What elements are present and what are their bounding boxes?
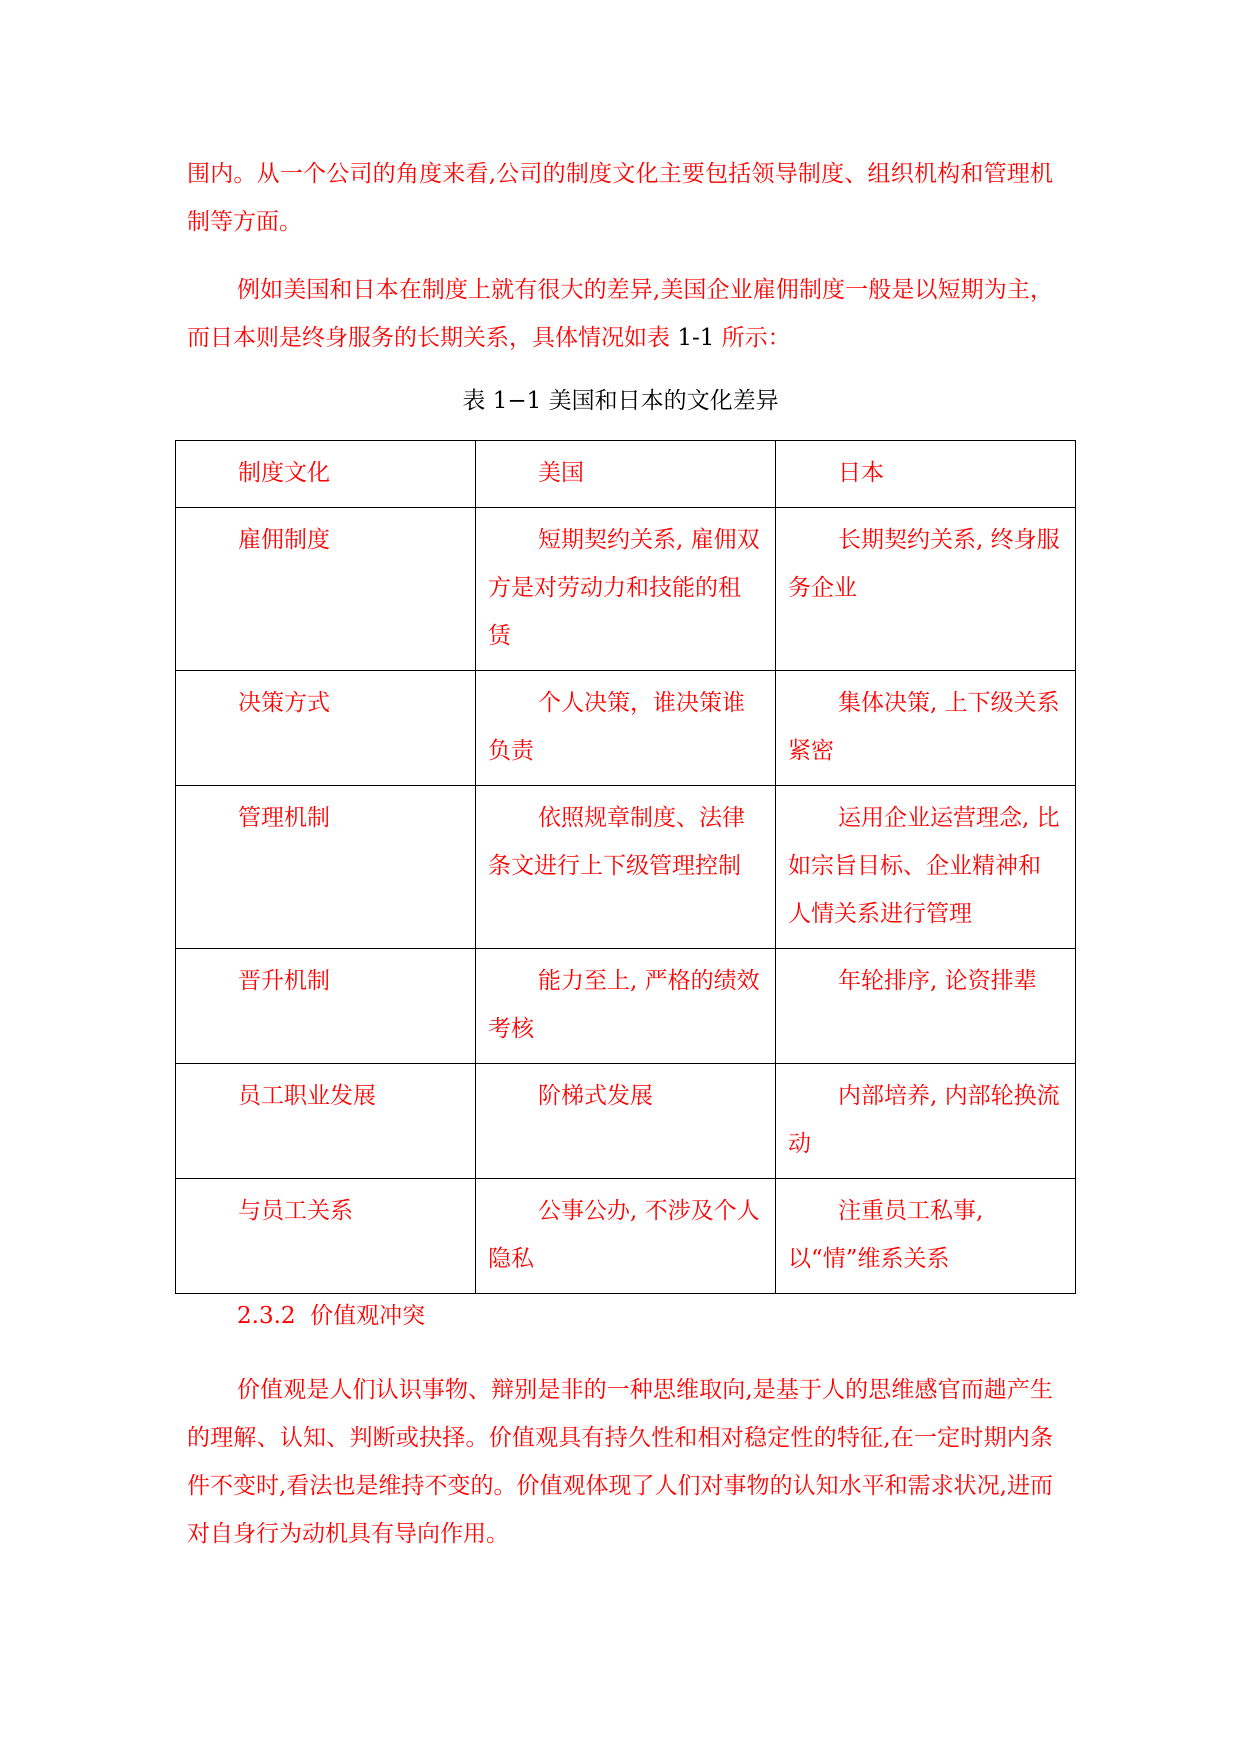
table-row [176,949,1076,1064]
table-cell: 个人决策，谁决策谁负责 [476,671,776,786]
table-cell: 晋升机制 [176,949,476,1064]
header-cell: 日本 [776,441,1076,508]
header-cell: 美国 [476,441,776,508]
table-cell: 集体决策, 上下级关系紧密 [776,671,1076,786]
table-cell: 雇佣制度 [176,508,476,671]
table-reference: 1-1 [677,325,715,351]
section-title: 价值观冲突 [310,1303,426,1329]
table-cell: 员工职业发展 [176,1064,476,1179]
table-cell: 决策方式 [176,671,476,786]
table-cell: 年轮排序, 论资排辈 [776,949,1076,1064]
section-heading [237,1296,425,1336]
table-cell: 短期契约关系, 雇佣双方是对劳动力和技能的租赁 [476,508,776,671]
table-cell: 与员工关系 [176,1179,476,1294]
example-text-part-2: 所示： [714,325,791,351]
table-row [176,1064,1076,1179]
table-caption: 表 1−1 美国和日本的文化差异 [462,388,779,414]
example-paragraph [187,266,1053,362]
table-cell: 公事公办, 不涉及个人隐私 [476,1179,776,1294]
table-cell: 运用企业运营理念, 比如宗旨目标、企业精神和人情关系进行管理 [776,786,1076,949]
table-cell: 阶梯式发展 [476,1064,776,1179]
table-row [176,786,1076,949]
table-cell: 依照规章制度、法律条文进行上下级管理控制 [476,786,776,949]
example-text-part-1: 例如美国和日本在制度上就有很大的差异,美国企业雇佣制度一般是以短期为主，而日本则是终身服务的长期关系，具体情况如表 [187,277,1053,351]
intro-paragraph: 围内。从一个公司的角度来看,公司的制度文化主要包括领导制度、组织机构和管理机制等方面。 [187,161,1053,235]
table-row [176,1179,1076,1294]
table-cell: 管理机制 [176,786,476,949]
header-cell: 制度文化 [176,441,476,508]
section-number: 2.3.2 [237,1303,296,1329]
table-cell: 注重员工私事, 以“情”维系关系 [776,1179,1076,1294]
culture-difference-table [175,440,1076,1294]
table-row [176,671,1076,786]
table-cell: 内部培养, 内部轮换流动 [776,1064,1076,1179]
table-cell: 长期契约关系, 终身服务企业 [776,508,1076,671]
values-paragraph: 价值观是人们认识事物、辩别是非的一种思维取向,是基于人的思维感官而趉产生的理解、认知、判断或抉择。价值观具有持久性和相对稳定性的特征,在一定时期内条件不变时,看法也是维持不变的。价值观体现了人们对事物的认知水平和需求状况,进而对自身行为动机具有导向作用。 [187,1377,1053,1547]
table-header-row [176,441,1076,508]
table-cell: 能力至上, 严格的绩效考核 [476,949,776,1064]
table-row [176,508,1076,671]
